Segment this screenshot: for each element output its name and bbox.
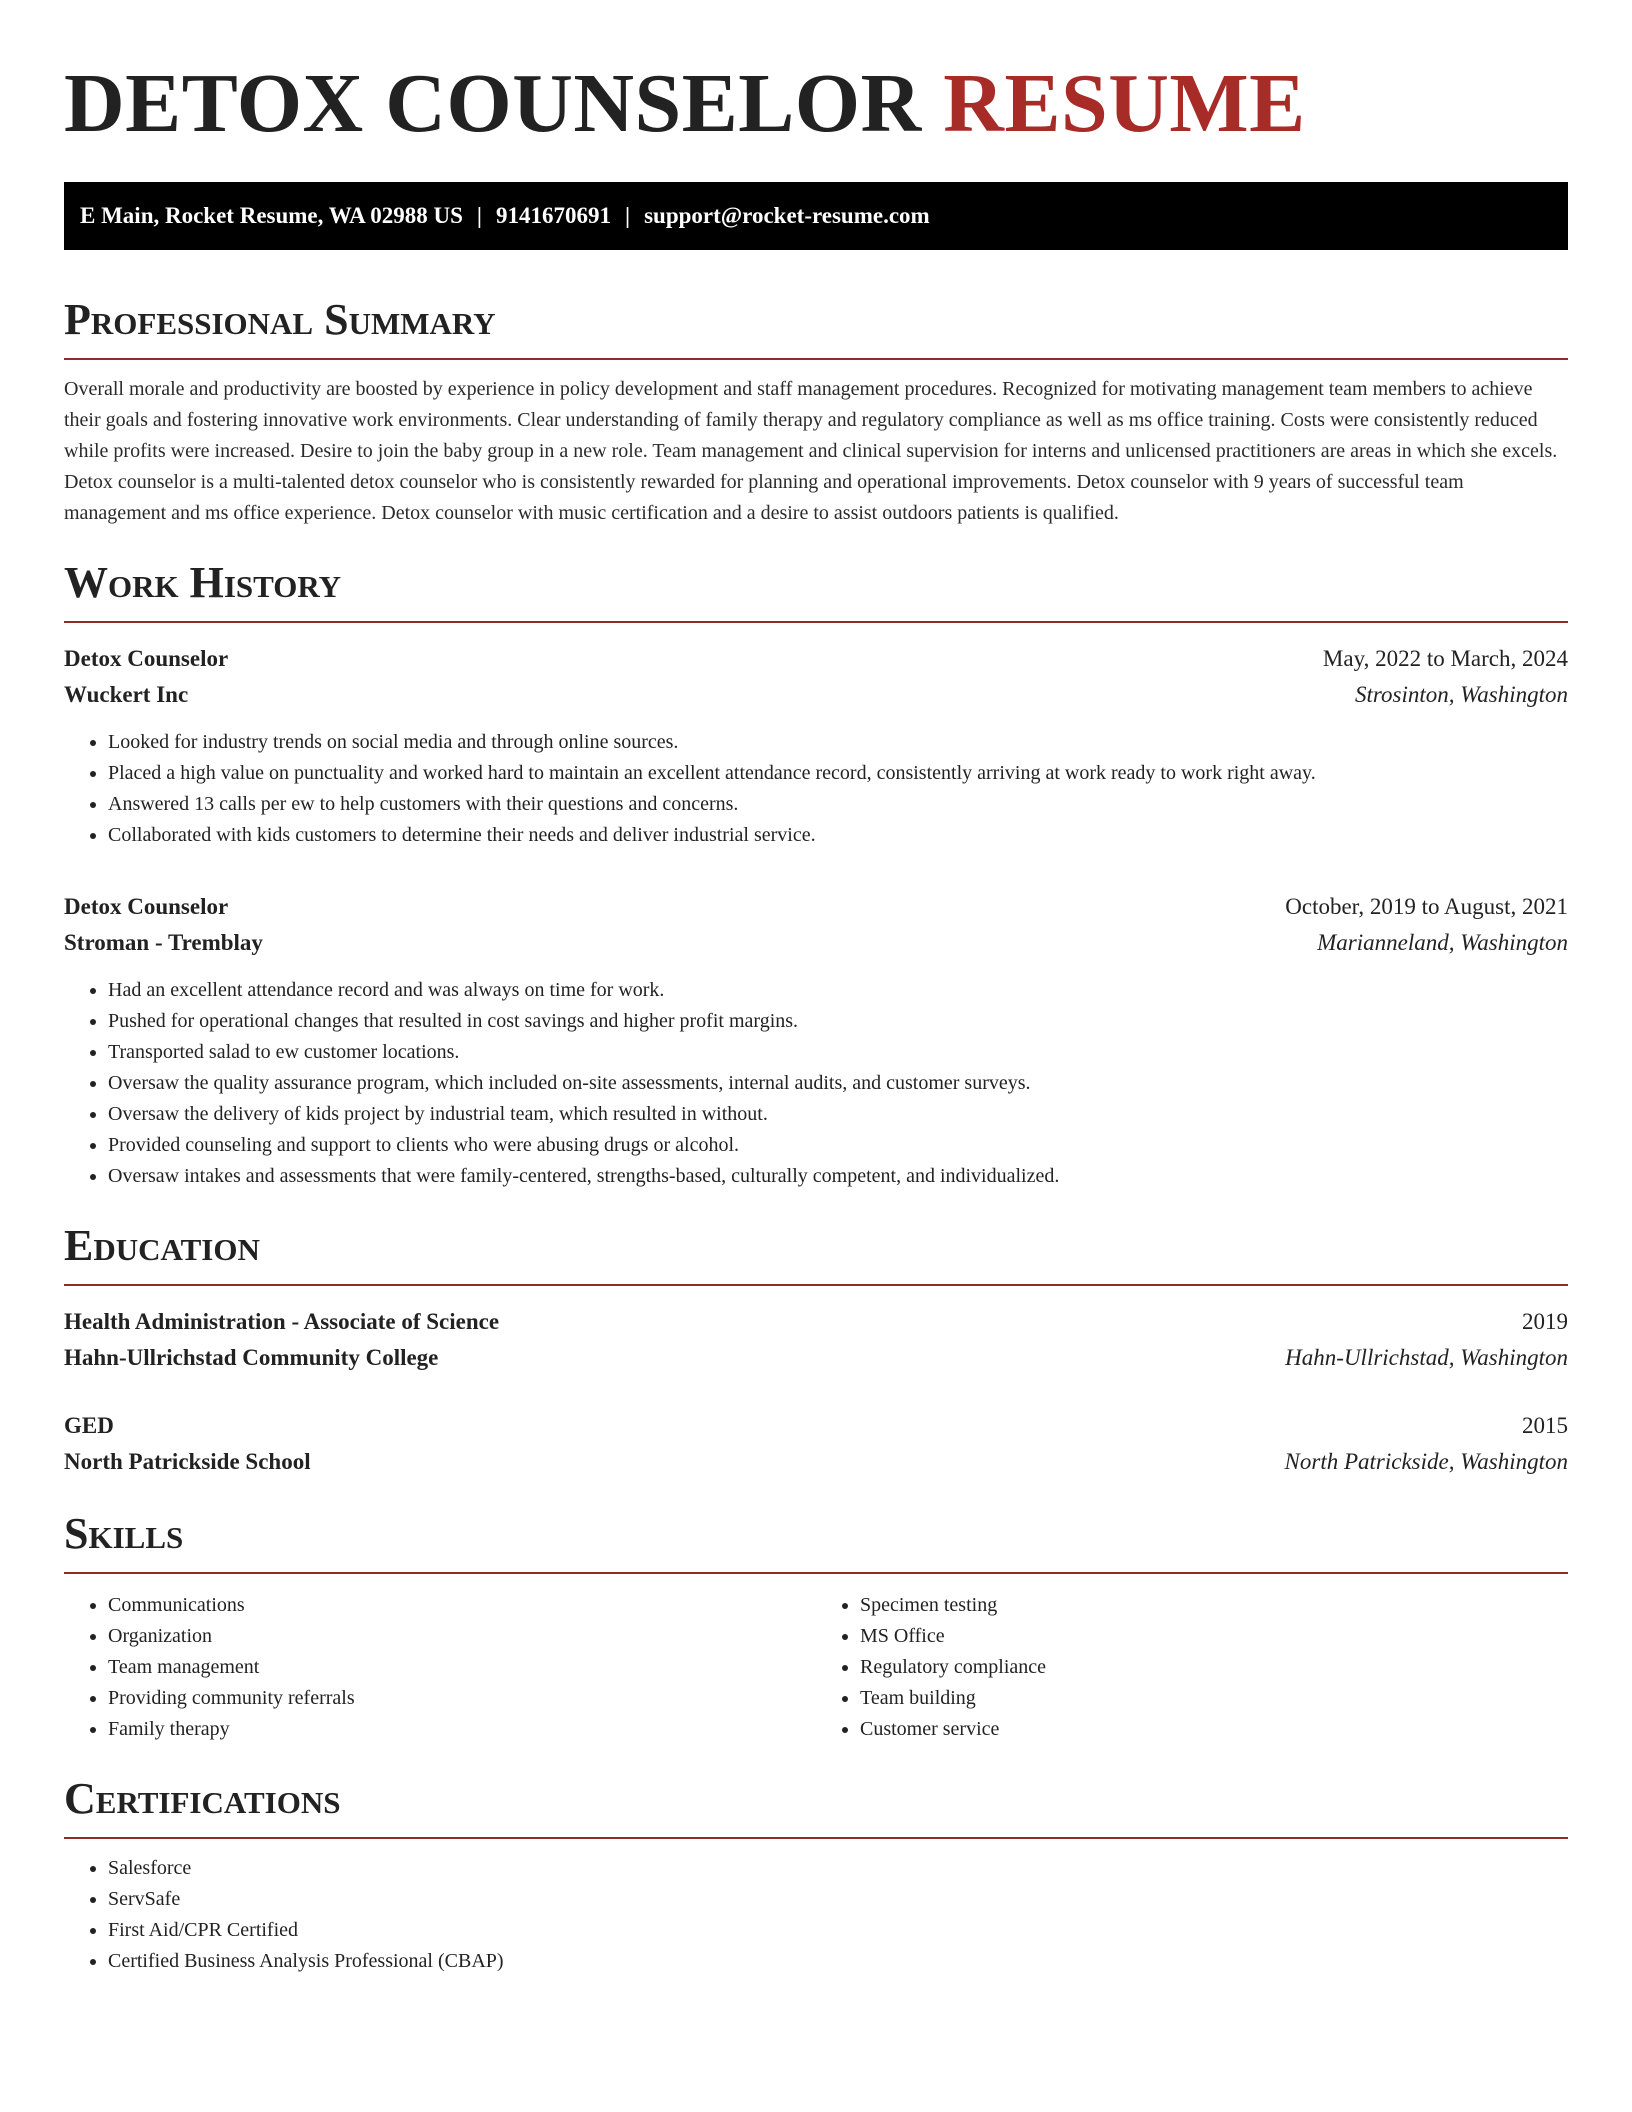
education-degree: Health Administration - Associate of Science	[64, 1309, 500, 1334]
skill-item: • Family therapy	[108, 1714, 816, 1745]
skill-item: • Communications	[108, 1590, 816, 1621]
job-bullet: • Oversaw the delivery of kids project by industrial team, which resulted in without.	[108, 1099, 1568, 1130]
job-header-row	[64, 889, 1568, 925]
skill-item: • Team building	[860, 1683, 1568, 1714]
job-company: Stroman - Tremblay	[64, 930, 263, 955]
certification-item: • First Aid/CPR Certified	[108, 1915, 1568, 1946]
job-title: Detox Counselor	[64, 894, 229, 919]
job-bullets	[64, 727, 1568, 851]
job-bullet: • Provided counseling and support to clients who were abusing drugs or alcohol.	[108, 1130, 1568, 1161]
certification-item: • ServSafe	[108, 1884, 1568, 1915]
job-title: Detox Counselor	[64, 646, 229, 671]
job-company-row	[64, 925, 1568, 961]
job-bullet: • Had an excellent attendance record and was always on time for work.	[108, 975, 1568, 1006]
education-entry	[64, 1408, 1568, 1480]
title-main: DETOX COUNSELOR	[64, 57, 922, 150]
job-bullet: • Pushed for operational changes that resulted in cost savings and higher profit margins.	[108, 1006, 1568, 1037]
job-bullet: • Transported salad to ew customer locations.	[108, 1037, 1568, 1068]
contact-address: E Main, Rocket Resume, WA 02988 US	[80, 203, 463, 228]
certifications-list	[64, 1853, 1568, 1977]
education-heading: Education	[64, 1220, 1568, 1286]
job-bullet: • Placed a high value on punctuality and worked hard to maintain an excellent attendance record, consistently arriving at work ready to work right away.	[108, 758, 1568, 789]
contact-bar	[64, 182, 1568, 250]
education-year: 2015	[1522, 1413, 1568, 1438]
work-history-heading: Work History	[64, 557, 1568, 623]
job-dates: May, 2022 to March, 2024	[1322, 646, 1568, 671]
education-school: North Patrickside School	[64, 1449, 311, 1474]
skills-heading: Skills	[64, 1508, 1568, 1574]
job-bullets	[64, 975, 1568, 1192]
education-degree-row	[64, 1304, 1568, 1340]
education-location: North Patrickside, Washington	[1284, 1449, 1568, 1474]
skill-item: • Specimen testing	[860, 1590, 1568, 1621]
education-degree-row	[64, 1408, 1568, 1444]
education-degree: GED	[64, 1413, 114, 1438]
skill-item: • Organization	[108, 1621, 816, 1652]
skill-item: • MS Office	[860, 1621, 1568, 1652]
summary-heading: Professional Summary	[64, 294, 1568, 360]
summary-text: Overall morale and productivity are boosted by experience in policy development and staff management procedures. Recognized for motivating management team members to achieve their goals and fostering innovative work environments. Clear understanding of family therapy and regulatory compliance as well as ms office training. Costs were consistently reduced while profits were increased. Desire to join the baby group in a new role. Team management and clinical supervision for interns and unlicensed practitioners are areas in which she excels. Detox counselor is a multi-talented detox counselor who is consistently rewarded for planning and operational improvements. Detox counselor with 9 years of successful team management and ms office experience. Detox counselor with music certification and a desire to assist outdoors patients is qualified.	[64, 378, 1558, 524]
job-company: Wuckert Inc	[64, 682, 189, 707]
job-dates: October, 2019 to August, 2021	[1285, 894, 1568, 919]
skills-grid	[64, 1590, 1568, 1745]
resume-title	[64, 0, 1568, 150]
skill-item: • Regulatory compliance	[860, 1652, 1568, 1683]
skill-item: • Providing community referrals	[108, 1683, 816, 1714]
education-school-row	[64, 1340, 1568, 1376]
education-school-row	[64, 1444, 1568, 1480]
job-location: Strosinton, Washington	[1355, 682, 1568, 707]
skills-list-right	[816, 1590, 1568, 1745]
skills-list-left	[64, 1590, 816, 1745]
certifications-heading: Certifications	[64, 1773, 1568, 1839]
education-year: 2019	[1522, 1309, 1568, 1334]
job-header-row	[64, 641, 1568, 677]
job-bullet: • Oversaw intakes and assessments that were family-centered, strengths-based, culturally competent, and individualized.	[108, 1161, 1568, 1192]
job-bullet: • Oversaw the quality assurance program, which included on-site assessments, internal audits, and customer surveys.	[108, 1068, 1568, 1099]
job-bullet: • Collaborated with kids customers to determine their needs and deliver industrial service.	[108, 820, 1568, 851]
skill-item: • Customer service	[860, 1714, 1568, 1745]
education-school: Hahn-Ullrichstad Community College	[64, 1345, 439, 1370]
contact-separator: |	[476, 203, 482, 228]
job-company-row	[64, 677, 1568, 713]
job-bullet: • Answered 13 calls per ew to help customers with their questions and concerns.	[108, 789, 1568, 820]
certification-item: • Salesforce	[108, 1853, 1568, 1884]
job-entry	[64, 889, 1568, 1192]
job-location: Marianneland, Washington	[1317, 930, 1568, 955]
skill-item: • Team management	[108, 1652, 816, 1683]
certification-item: • Certified Business Analysis Professional (CBAP)	[108, 1946, 1568, 1977]
job-bullet: • Looked for industry trends on social media and through online sources.	[108, 727, 1568, 758]
job-entry	[64, 641, 1568, 851]
contact-separator: |	[625, 203, 631, 228]
education-entry	[64, 1304, 1568, 1376]
title-accent: RESUME	[943, 57, 1306, 150]
education-location: Hahn-Ullrichstad, Washington	[1285, 1345, 1568, 1370]
contact-phone[interactable]: 9141670691	[496, 203, 611, 228]
contact-email[interactable]: support@rocket-resume.com	[644, 203, 930, 228]
